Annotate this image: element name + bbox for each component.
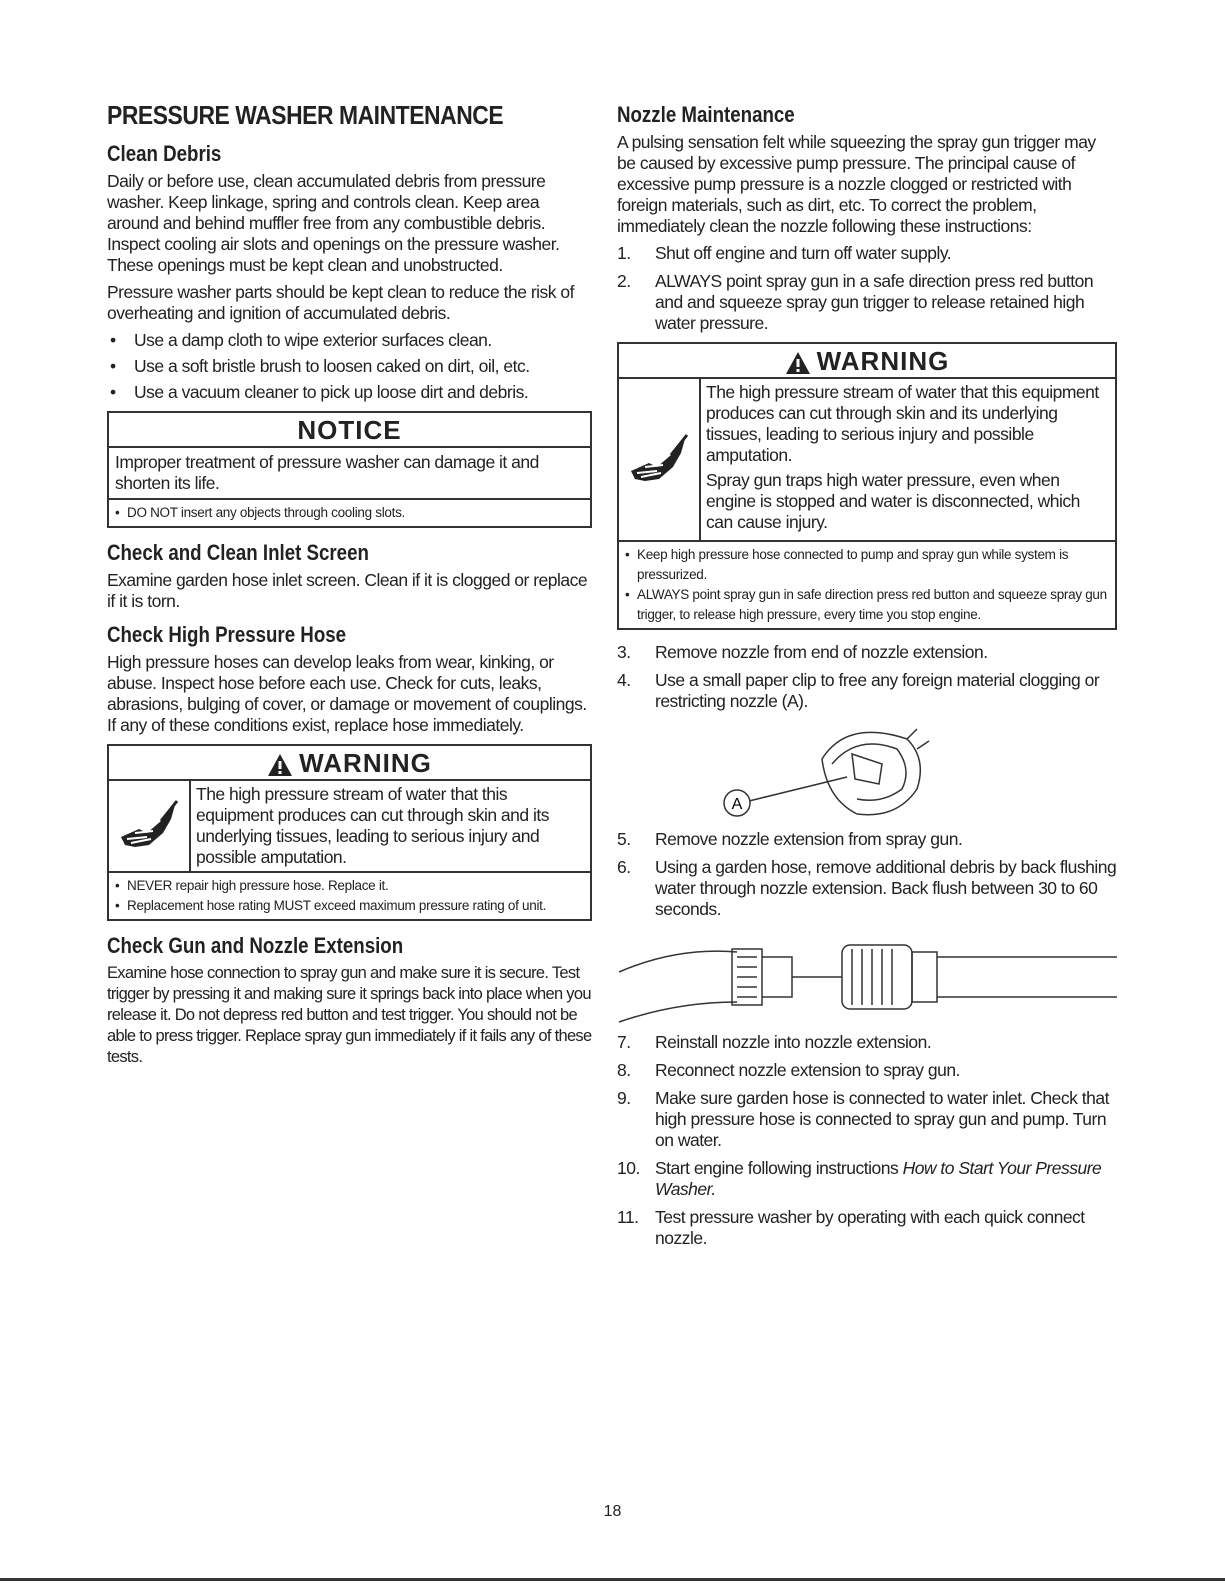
warning-triangle-icon bbox=[785, 351, 811, 375]
steps-3-4 bbox=[617, 642, 1117, 712]
page-number: 18 bbox=[603, 1503, 622, 1520]
step-item: 1. Shut off engine and turn off water supply. bbox=[617, 243, 952, 263]
high-pressure-hose-heading: Check High Pressure Hose bbox=[107, 622, 347, 647]
warning-heading-left: WARNING bbox=[109, 746, 590, 781]
figure-label-a: A bbox=[731, 796, 743, 813]
steps-1-2 bbox=[617, 243, 1117, 334]
step-item: 11. Test pressure washer by operating with each quick connect nozzle. bbox=[617, 1207, 1085, 1248]
warning-triangle-icon bbox=[267, 753, 293, 777]
notice-heading: NOTICE bbox=[109, 413, 590, 448]
notice-text: Improper treatment of pressure washer can damage it and shorten its life. bbox=[109, 448, 590, 500]
clean-debris-heading: Clean Debris bbox=[107, 141, 222, 166]
warning-text-right-1: The high pressure stream of water that this equipment produces can cut through skin and its underlying tissues, leading to serious injury and possible amputation. bbox=[706, 382, 1099, 465]
warning-bullet: • Keep high pressure hose connected to pump and spray gun while system is pressurized. bbox=[625, 545, 1109, 585]
step-item: 2. ALWAYS point spray gun in a safe direction press red button and and squeeze spray gun trigger to release retained high water pressure. bbox=[617, 271, 1094, 333]
hand-injury-icon bbox=[619, 379, 701, 540]
warning-box-right bbox=[617, 342, 1117, 630]
step-item: 9. Make sure garden hose is connected to water inlet. Check that high pressure hose is connected to spray gun and pump. Turn on water. bbox=[617, 1088, 1109, 1150]
bullet-item: • Use a vacuum cleaner to pick up loose dirt and debris. bbox=[107, 382, 592, 403]
hose-connector-illustration bbox=[617, 927, 1117, 1032]
step-item: 4. Use a small paper clip to free any foreign material clogging or restricting nozzle (A). bbox=[617, 670, 1100, 711]
page-title: PRESSURE WASHER MAINTENANCE bbox=[107, 100, 504, 130]
step-item: 3. Remove nozzle from end of nozzle extension. bbox=[617, 642, 988, 662]
clean-debris-paragraph-1: Daily or before use, clean accumulated debris from pressure washer. Keep linkage, spring and controls clean. Keep area around and behind muffler free from any combustible debris. Inspect cooling air slots and openings on the pressure washer. These openings must be kept clean and unobstructed. bbox=[107, 171, 560, 275]
inlet-screen-text: Examine garden hose inlet screen. Clean if it is clogged or replace if it is torn. bbox=[107, 570, 588, 611]
bullet-item: • Use a damp cloth to wipe exterior surfaces clean. bbox=[107, 330, 592, 351]
high-pressure-hose-text: High pressure hoses can develop leaks from wear, kinking, or abuse. Inspect hose before each use. Check for cuts, leaks, abrasions, bulging of cover, or damage or movement of couplings. If any of these conditions exist, replace hose immediately. bbox=[107, 652, 587, 735]
bullet-item: • Use a soft bristle brush to loosen caked on dirt, oil, etc. bbox=[107, 356, 592, 377]
bottom-rule bbox=[0, 1578, 1225, 1581]
warning-bullet: • Replacement hose rating MUST exceed maximum pressure rating of unit. bbox=[115, 896, 584, 916]
notice-box bbox=[107, 411, 592, 528]
nozzle-maintenance-heading: Nozzle Maintenance bbox=[617, 102, 795, 127]
step-item: 5. Remove nozzle extension from spray gun. bbox=[617, 829, 963, 849]
clean-debris-bullets bbox=[107, 330, 592, 403]
clean-debris-paragraph-2: Pressure washer parts should be kept clean to reduce the risk of overheating and ignition of accumulated debris. bbox=[107, 282, 575, 323]
step-item: 10. Start engine following instructions How to Start Your Pressure Washer. bbox=[617, 1158, 1102, 1199]
nozzle-intro: A pulsing sensation felt while squeezing the spray gun trigger may be caused by excessive pump pressure. The principal cause of excessive pump pressure is a nozzle clogged or restricted with foreign materials, such as dirt, etc. To correct the problem, immediately clean the nozzle following these instructions: bbox=[617, 132, 1096, 236]
step-item: 8. Reconnect nozzle extension to spray gun. bbox=[617, 1060, 960, 1080]
steps-5-6 bbox=[617, 829, 1117, 920]
gun-nozzle-heading: Check Gun and Nozzle Extension bbox=[107, 933, 404, 958]
gun-nozzle-text: Examine hose connection to spray gun and make sure it is secure. Test trigger by pressing it and making sure it springs back into place when you release it. Do not depress red button and test trigger. You should not be able to press trigger. Replace spray gun immediately if it fails any of these tests. bbox=[107, 964, 592, 1066]
warning-box-left bbox=[107, 744, 592, 921]
notice-bullet: • DO NOT insert any objects through cooling slots. bbox=[115, 503, 584, 523]
nozzle-illustration bbox=[617, 719, 1117, 829]
inlet-screen-heading: Check and Clean Inlet Screen bbox=[107, 540, 369, 565]
step-item: 7. Reinstall nozzle into nozzle extension. bbox=[617, 1032, 932, 1052]
warning-text-right-2: Spray gun traps high water pressure, even when engine is stopped and water is disconnected, which can cause injury. bbox=[706, 470, 1080, 532]
right-column bbox=[617, 100, 1117, 1256]
warning-heading-right: WARNING bbox=[619, 344, 1115, 379]
warning-bullet: • NEVER repair high pressure hose. Replace it. bbox=[115, 876, 584, 896]
warning-bullet: • ALWAYS point spray gun in safe direction press red button and squeeze spray gun trigger, to release high pressure, every time you stop engine. bbox=[625, 585, 1109, 625]
hand-injury-icon bbox=[109, 781, 191, 871]
left-column bbox=[107, 100, 592, 1074]
warning-text-left: The high pressure stream of water that this equipment produces can cut through skin and its underlying tissues, leading to serious injury and possible amputation. bbox=[196, 784, 549, 867]
step-item: 6. Using a garden hose, remove additional debris by back flushing water through nozzle extension. Back flush between 30 to 60 seconds. bbox=[617, 857, 1117, 919]
steps-7-11 bbox=[617, 1032, 1117, 1249]
